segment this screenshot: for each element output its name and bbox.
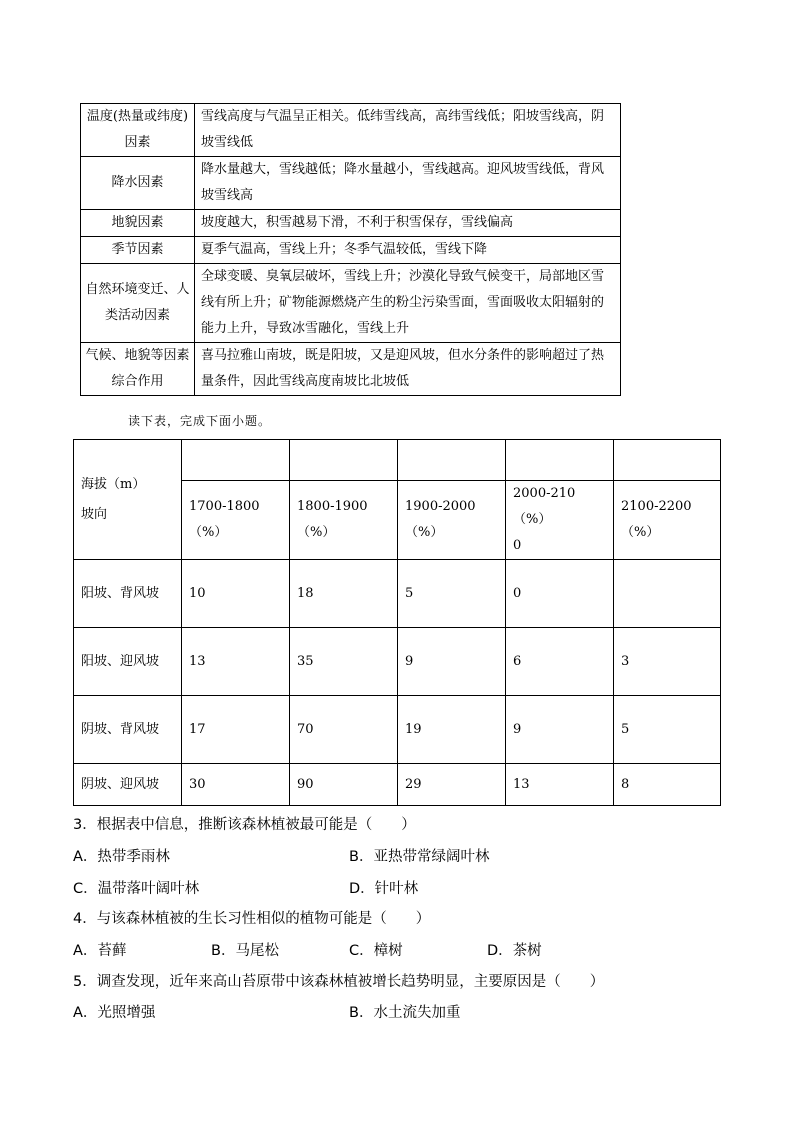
- table-row: [81, 237, 621, 264]
- table-row: [74, 628, 721, 696]
- question-3-option-d: D．针叶林: [349, 881, 419, 897]
- table-row: [81, 343, 621, 396]
- data-cell: 6: [506, 628, 614, 696]
- data-cell: 35: [290, 628, 398, 696]
- data-cell: 19: [398, 696, 506, 764]
- desc-cell: 坡度越大，积雪越易下滑，不利于积雪保存，雪线偏高: [195, 210, 621, 237]
- data-cell: 8: [614, 764, 721, 806]
- data-cell: [614, 560, 721, 628]
- empty-cell: [182, 440, 290, 481]
- question-5-stem: 5．调查发现，近年来高山苔原带中该森林植被增长趋势明显，主要原因是（ ）: [73, 974, 605, 990]
- data-cell: 9: [506, 696, 614, 764]
- factor-cell: 地貌因素: [81, 210, 195, 237]
- row-label: 阳坡、背风坡: [74, 560, 182, 628]
- question-4-option-b: B．马尾松: [211, 943, 279, 959]
- table-row: [74, 764, 721, 806]
- question-4-option-d: D．茶树: [487, 943, 542, 959]
- question-4-option-a: A．苔藓: [73, 943, 127, 959]
- data-cell: 5: [614, 696, 721, 764]
- table-row: [81, 264, 621, 343]
- table-row: [81, 157, 621, 210]
- empty-cell: [398, 440, 506, 481]
- factor-cell: 气候、地貌等因素综合作用: [81, 343, 195, 396]
- question-3-option-c: C．温带落叶阔叶林: [73, 881, 200, 897]
- data-cell: 10: [182, 560, 290, 628]
- row-label: 阳坡、迎风坡: [74, 628, 182, 696]
- question-5-option-a: A．光照增强: [73, 1005, 156, 1021]
- data-cell: 13: [506, 764, 614, 806]
- question-3-option-b: B．亚热带常绿阔叶林: [349, 849, 490, 865]
- column-header-text: 2000-210（%） 0: [513, 486, 576, 553]
- row-label: 阴坡、背风坡: [74, 696, 182, 764]
- altitude-label: 海拔（m）: [81, 476, 146, 492]
- altitude-slope-table: [73, 439, 721, 806]
- empty-cell: [506, 440, 614, 481]
- question-3-stem: 3．根据表中信息，推断该森林植被最可能是（ ）: [73, 817, 416, 833]
- question-3-option-a: A．热带季雨林: [73, 849, 170, 865]
- data-cell: 29: [398, 764, 506, 806]
- data-cell: 3: [614, 628, 721, 696]
- column-header: [506, 481, 614, 560]
- table-row: [81, 104, 621, 157]
- question-4-option-c: C．樟树: [349, 943, 403, 959]
- factor-cell: 降水因素: [81, 157, 195, 210]
- empty-cell: [614, 440, 721, 481]
- data-cell: 13: [182, 628, 290, 696]
- desc-cell: 夏季气温高，雪线上升；冬季气温较低，雪线下降: [195, 237, 621, 264]
- desc-cell: 降水量越大，雪线越低；降水量越小，雪线越高。迎风坡雪线低，背风坡雪线高: [195, 157, 621, 210]
- row-label: 阴坡、迎风坡: [74, 764, 182, 806]
- table-intro-text: 读下表，完成下面小题。: [128, 414, 272, 428]
- column-header: 1700-1800（%）: [182, 481, 290, 560]
- data-cell: 9: [398, 628, 506, 696]
- column-header: 1800-1900（%）: [290, 481, 398, 560]
- table-row: [74, 560, 721, 628]
- table-row: [74, 440, 721, 481]
- data-cell: 30: [182, 764, 290, 806]
- column-header: 2100-2200（%）: [614, 481, 721, 560]
- data-cell: 70: [290, 696, 398, 764]
- data-cell: 18: [290, 560, 398, 628]
- desc-cell: 全球变暖、臭氧层破坏，雪线上升；沙漠化导致气候变干，局部地区雪线有所上升；矿物能源燃烧产生的粉尘污染雪面，雪面吸收太阳辐射的能力上升，导致冰雪融化，雪线上升: [195, 264, 621, 343]
- data-cell: 0: [506, 560, 614, 628]
- table-row: [74, 696, 721, 764]
- question-4-stem: 4．与该森林植被的生长习性相似的植物可能是（ ）: [73, 911, 431, 927]
- desc-cell: 喜马拉雅山南坡，既是阳坡，又是迎风坡，但水分条件的影响超过了热量条件，因此雪线高度南坡比北坡低: [195, 343, 621, 396]
- desc-cell: 雪线高度与气温呈正相关。低纬雪线高，高纬雪线低；阳坡雪线高，阴坡雪线低: [195, 104, 621, 157]
- empty-cell: [290, 440, 398, 481]
- table-row: [81, 210, 621, 237]
- question-5-option-b: B．水土流失加重: [349, 1005, 461, 1021]
- factor-cell: 季节因素: [81, 237, 195, 264]
- slope-label: 坡向: [81, 506, 108, 522]
- factor-cell: 自然环境变迁、人类活动因素: [81, 264, 195, 343]
- data-cell: 17: [182, 696, 290, 764]
- snowline-factor-table: [80, 103, 621, 396]
- corner-header-cell: [74, 440, 182, 560]
- data-cell: 5: [398, 560, 506, 628]
- column-header: 1900-2000（%）: [398, 481, 506, 560]
- data-cell: 90: [290, 764, 398, 806]
- factor-cell: 温度(热量或纬度)因素: [81, 104, 195, 157]
